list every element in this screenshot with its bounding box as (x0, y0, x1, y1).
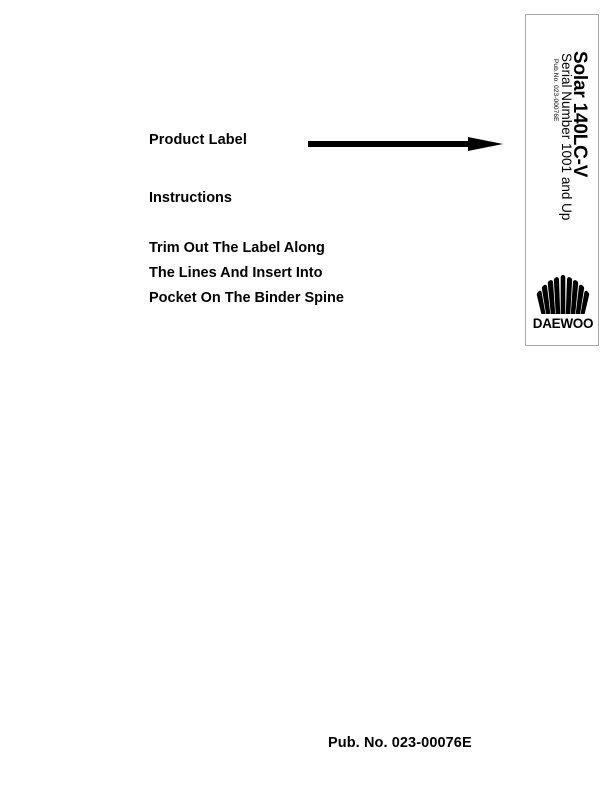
spine-model-text: Solar 140LC-V (569, 51, 590, 178)
spine-pub-no-text: Pub.No. 023-00076E (552, 59, 559, 122)
arrow-shaft (308, 141, 473, 147)
footer-pub-no: Pub. No. 023-00076E (328, 735, 472, 751)
instructions-block (149, 130, 479, 311)
instructions-body-line-3: Pocket On The Binder Spine (149, 290, 344, 306)
daewoo-logo-icon (530, 274, 596, 316)
arrow-head (468, 137, 503, 151)
product-label-title: Product Label (149, 132, 247, 148)
daewoo-logo (526, 274, 600, 331)
instructions-body-line-1: Trim Out The Label Along (149, 240, 325, 256)
instructions-heading: Instructions (149, 190, 232, 206)
instructions-body (149, 236, 479, 311)
right-arrow-icon (308, 137, 503, 151)
spine-label-box (525, 14, 599, 346)
instructions-body-line-2: The Lines And Insert Into (149, 265, 323, 281)
spine-serial-text: Serial Number 1001 and Up (559, 53, 574, 221)
product-label-line (149, 130, 479, 160)
spine-text-group (526, 15, 600, 285)
daewoo-wordmark: DAEWOO (532, 316, 594, 331)
